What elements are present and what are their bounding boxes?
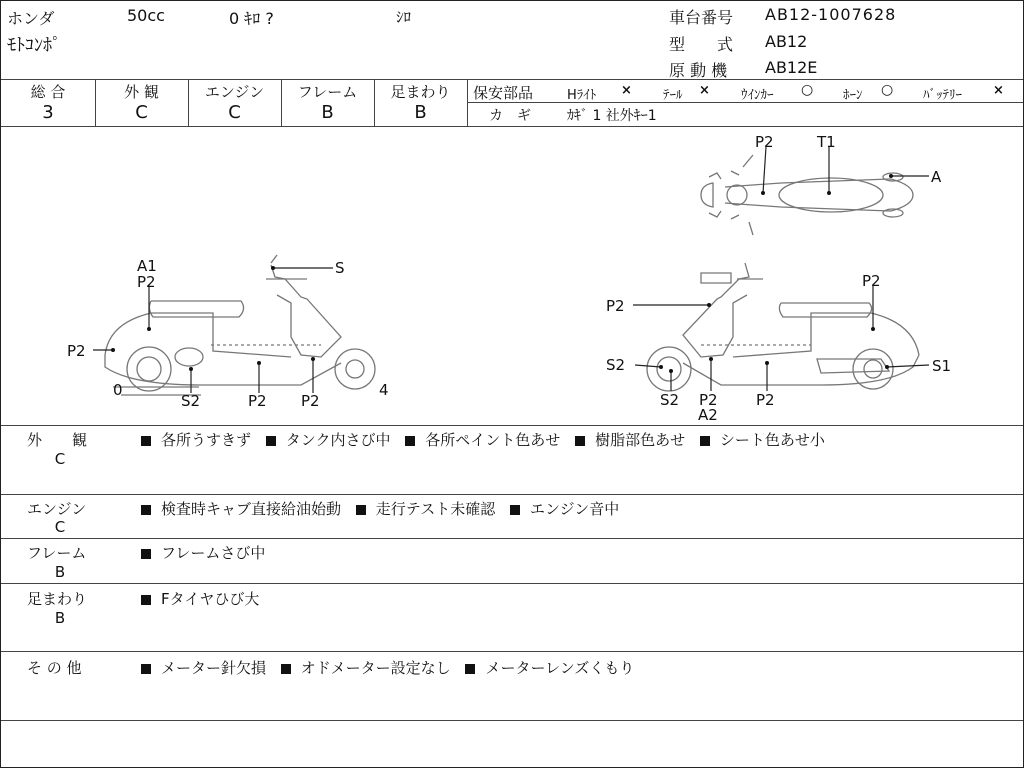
- engine-value: AB12E: [765, 58, 818, 77]
- note-item: エンジン音中: [529, 500, 620, 518]
- diagram-label: S2: [606, 356, 626, 374]
- diagram-label: T1: [817, 133, 836, 151]
- diagram-label: P2: [862, 272, 881, 290]
- diagram-label: A1: [137, 257, 157, 275]
- grade-value-overall: 3: [42, 102, 54, 123]
- divider: [1, 425, 1023, 426]
- note-category-frame: フレーム: [27, 544, 87, 562]
- bullet-icon: [575, 436, 585, 446]
- divider: [1, 651, 1023, 652]
- note-item: 走行テスト未確認: [375, 500, 496, 518]
- grade-label-overall: 総 合: [30, 83, 66, 101]
- diagram-label: S2: [660, 391, 680, 409]
- note-item: 検査時キャブ直接給油始動: [161, 500, 342, 518]
- diagram-dots: [111, 174, 893, 373]
- note-items-other: [137, 657, 640, 678]
- diagram-label: P2: [756, 391, 775, 409]
- note-items-engine: [137, 498, 625, 519]
- engine-label: 原 動 機: [669, 61, 728, 80]
- note-items-suspension: [137, 588, 265, 609]
- note-items-exterior: [137, 429, 831, 450]
- note-grade-engine: C: [54, 518, 66, 536]
- diagram-label: P2: [755, 133, 774, 151]
- diagram-label: 0: [113, 381, 123, 399]
- diagram-label: S: [335, 259, 345, 277]
- note-grade-exterior: C: [54, 450, 66, 468]
- grade-value-frame: B: [321, 102, 334, 123]
- key-label: カ ギ: [489, 108, 531, 124]
- grade-value-exterior: C: [135, 102, 148, 123]
- divider: [1, 79, 1023, 80]
- headlight-mark: ×: [621, 83, 632, 98]
- battery-mark: ×: [993, 83, 1004, 98]
- note-items-frame: [137, 542, 271, 563]
- note-item: メーターレンズくもり: [485, 659, 635, 677]
- diagram-label: S1: [932, 357, 952, 375]
- diagram-label: A: [931, 168, 942, 186]
- note-category-engine: エンジン: [27, 500, 87, 518]
- note-item: オドメーター設定なし: [300, 659, 451, 677]
- diagram-label: S2: [181, 392, 201, 410]
- grade-label-frame: フレーム: [297, 83, 358, 101]
- diagram-label: P2: [699, 391, 718, 409]
- winker-mark: ○: [801, 82, 814, 98]
- diagram-label: P2: [67, 342, 86, 360]
- bullet-icon: [700, 436, 710, 446]
- grade-value-suspension: B: [414, 102, 427, 123]
- bullet-icon: [356, 505, 366, 515]
- scooter-diagram: [1, 127, 1023, 425]
- bullet-icon: [141, 549, 151, 559]
- bullet-icon: [510, 505, 520, 515]
- maker: ホンダ: [7, 9, 55, 28]
- bullet-icon: [266, 436, 276, 446]
- divider: [1, 538, 1023, 539]
- note-item: 樹脂部色あせ: [595, 431, 686, 449]
- winker-label: ｳｲﾝｶｰ: [741, 88, 774, 103]
- bullet-icon: [465, 664, 475, 674]
- key-value: ｶｷﾞ 1 社外ｷｰ1: [567, 108, 657, 124]
- diagram-label: P2: [301, 392, 320, 410]
- bullet-icon: [281, 664, 291, 674]
- model-name: ﾓﾄｺﾝﾎﾟ: [7, 35, 61, 56]
- bullet-icon: [141, 664, 151, 674]
- battery-label: ﾊﾞｯﾃﾘｰ: [923, 88, 962, 103]
- note-category-exterior: 外 観: [27, 431, 88, 449]
- note-item: Fタイヤひび大: [161, 590, 260, 608]
- bullet-icon: [141, 595, 151, 605]
- type-label: 型 式: [669, 35, 734, 54]
- note-grade-frame: B: [54, 563, 66, 581]
- bullet-icon: [141, 505, 151, 515]
- divider: [1, 494, 1023, 495]
- scooter-top-view: [701, 155, 913, 235]
- bullet-icon: [405, 436, 415, 446]
- safety-title: 保安部品: [473, 84, 534, 102]
- frame-no: AB12-1007628: [765, 5, 897, 24]
- headlight-label: Hﾗｲﾄ: [567, 88, 597, 103]
- diagram-label: A2: [698, 406, 718, 424]
- diagram-label: P2: [137, 273, 156, 291]
- diagram-label: P2: [248, 392, 267, 410]
- grade-label-suspension: 足まわり: [390, 83, 451, 101]
- displacement: 50cc: [127, 6, 165, 25]
- divider: [1, 720, 1023, 721]
- tail-mark: ×: [699, 83, 710, 98]
- note-grade-suspension: B: [54, 609, 66, 627]
- diagram-label: 4: [379, 381, 389, 399]
- grade-value-engine: C: [228, 102, 241, 123]
- tail-label: ﾃｰﾙ: [663, 88, 683, 103]
- diagram-leaders: [93, 147, 929, 393]
- note-category-suspension: 足まわり: [27, 590, 88, 608]
- note-item: シート色あせ小: [719, 431, 825, 449]
- horn-mark: ○: [881, 82, 894, 98]
- note-item: 各所ペイント色あせ: [425, 431, 561, 449]
- note-item: 各所うすきず: [161, 431, 252, 449]
- grade-label-exterior: 外 観: [124, 83, 159, 101]
- note-item: フレームさび中: [161, 544, 266, 562]
- divider: [1, 583, 1023, 584]
- note-category-other: そ の 他: [27, 659, 82, 677]
- diagram-label: P2: [606, 297, 625, 315]
- grade-label-engine: エンジン: [204, 83, 265, 101]
- bullet-icon: [141, 436, 151, 446]
- horn-label: ﾎｰﾝ: [843, 88, 863, 103]
- note-item: メーター針欠損: [161, 659, 267, 677]
- color: ｼﾛ: [396, 8, 412, 26]
- note-item: タンク内さび中: [285, 431, 391, 449]
- mileage: 0 ｷﾛ ?: [229, 9, 274, 28]
- type-value: AB12: [765, 32, 808, 51]
- frame-no-label: 車台番号: [669, 8, 734, 27]
